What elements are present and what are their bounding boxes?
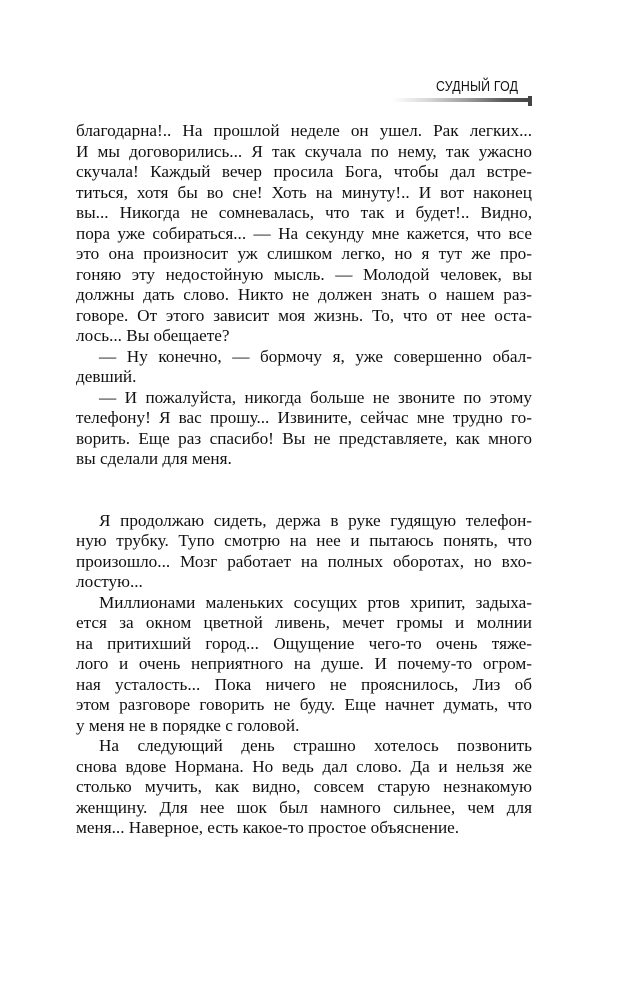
text-line: вы... Никогда не сомневалась, что так и будет!.. Видно, (76, 203, 532, 222)
body-text (76, 121, 532, 839)
text-line: Миллионами маленьких сосущих ртов хрипит, задыха- (99, 592, 532, 612)
text-line: На следующий день страшно хотелось позвонить (99, 736, 532, 755)
paragraph (76, 736, 532, 839)
header-rule (392, 98, 532, 102)
text-line: это она произносит уж слишком легко, но я тут же про- (76, 244, 532, 263)
text-line: девший. (76, 367, 137, 386)
text-line: у меня не в порядке с головой. (76, 715, 300, 735)
text-line: ную трубку. Тупо смотрю на нее и пытаюсь понять, что (76, 531, 532, 550)
text-line: снова вдове Нормана. Но ведь дал слово. Да и нельзя же (76, 756, 532, 776)
text-line: титься, хотя бы во сне! Хоть на минуту!.. И вот наконец (76, 182, 532, 202)
text-line: лось... Вы обещаете? (76, 326, 230, 345)
text-line: должны дать слово. Никто не должен знать о нашем раз- (76, 285, 532, 304)
text-line: этом разговоре говорить не буду. Еще начнет думать, что (76, 695, 532, 714)
text-line: Я продолжаю сидеть, держа в руке гудящую телефон- (99, 510, 532, 530)
text-line: телефону! Я вас прошу... Извините, сейчас мне трудно го- (76, 408, 532, 427)
running-title: СУДНЫЙ ГОД (435, 78, 518, 95)
text-line: лого и очень неприятного на душе. И почему-то огром- (76, 654, 532, 673)
text-line: И мы договорились... Я так скучала по нему, так ужасно (76, 141, 532, 161)
text-line: столько мучить, как видно, совсем старую незнакомую (76, 777, 532, 796)
text-line: пора уже собираться... — На секунду мне кажется, что все (76, 223, 532, 243)
text-line: ворить. Еще раз спасибо! Вы не представляете, как много (76, 428, 532, 448)
text-line: произошло... Мозг работает на полных оборотах, но вхо- (76, 551, 532, 571)
text-line: ется за окном цветной ливень, мечет громы и молнии (76, 613, 532, 632)
text-line: меня... Наверное, есть какое-то простое объяснение. (76, 818, 460, 837)
header-rule-tick (528, 96, 532, 106)
paragraph (76, 347, 532, 388)
running-header (392, 76, 532, 102)
text-line: благодарна!.. На прошлой неделе он ушел. Рак легких... (76, 121, 532, 140)
text-line: скучала! Каждый вечер просила Бога, чтобы дал встре- (76, 162, 532, 181)
paragraph (76, 593, 532, 737)
text-line: лостую... (76, 572, 143, 591)
paragraph (76, 511, 532, 593)
text-line: женщину. Для нее шок был намного сильнее, чем для (76, 797, 532, 817)
text-line: говоре. От этого зависит моя жизнь. То, что от нее оста- (76, 305, 532, 325)
text-line: на притихший город... Ощущение чего-то очень тяже- (76, 633, 532, 653)
text-line: вы сделали для меня. (76, 449, 232, 468)
text-line: ная усталость... Пока ничего не прояснилось, Лиз об (76, 674, 532, 694)
text-line: — Ну конечно, — бормочу я, уже совершенно обал- (99, 346, 532, 366)
section-break (76, 470, 532, 511)
paragraph (76, 121, 532, 347)
text-line: гоняю эту недостойную мысль. — Молодой человек, вы (76, 264, 532, 284)
text-line: — И пожалуйста, никогда больше не звоните по этому (99, 387, 532, 407)
paragraph (76, 388, 532, 470)
